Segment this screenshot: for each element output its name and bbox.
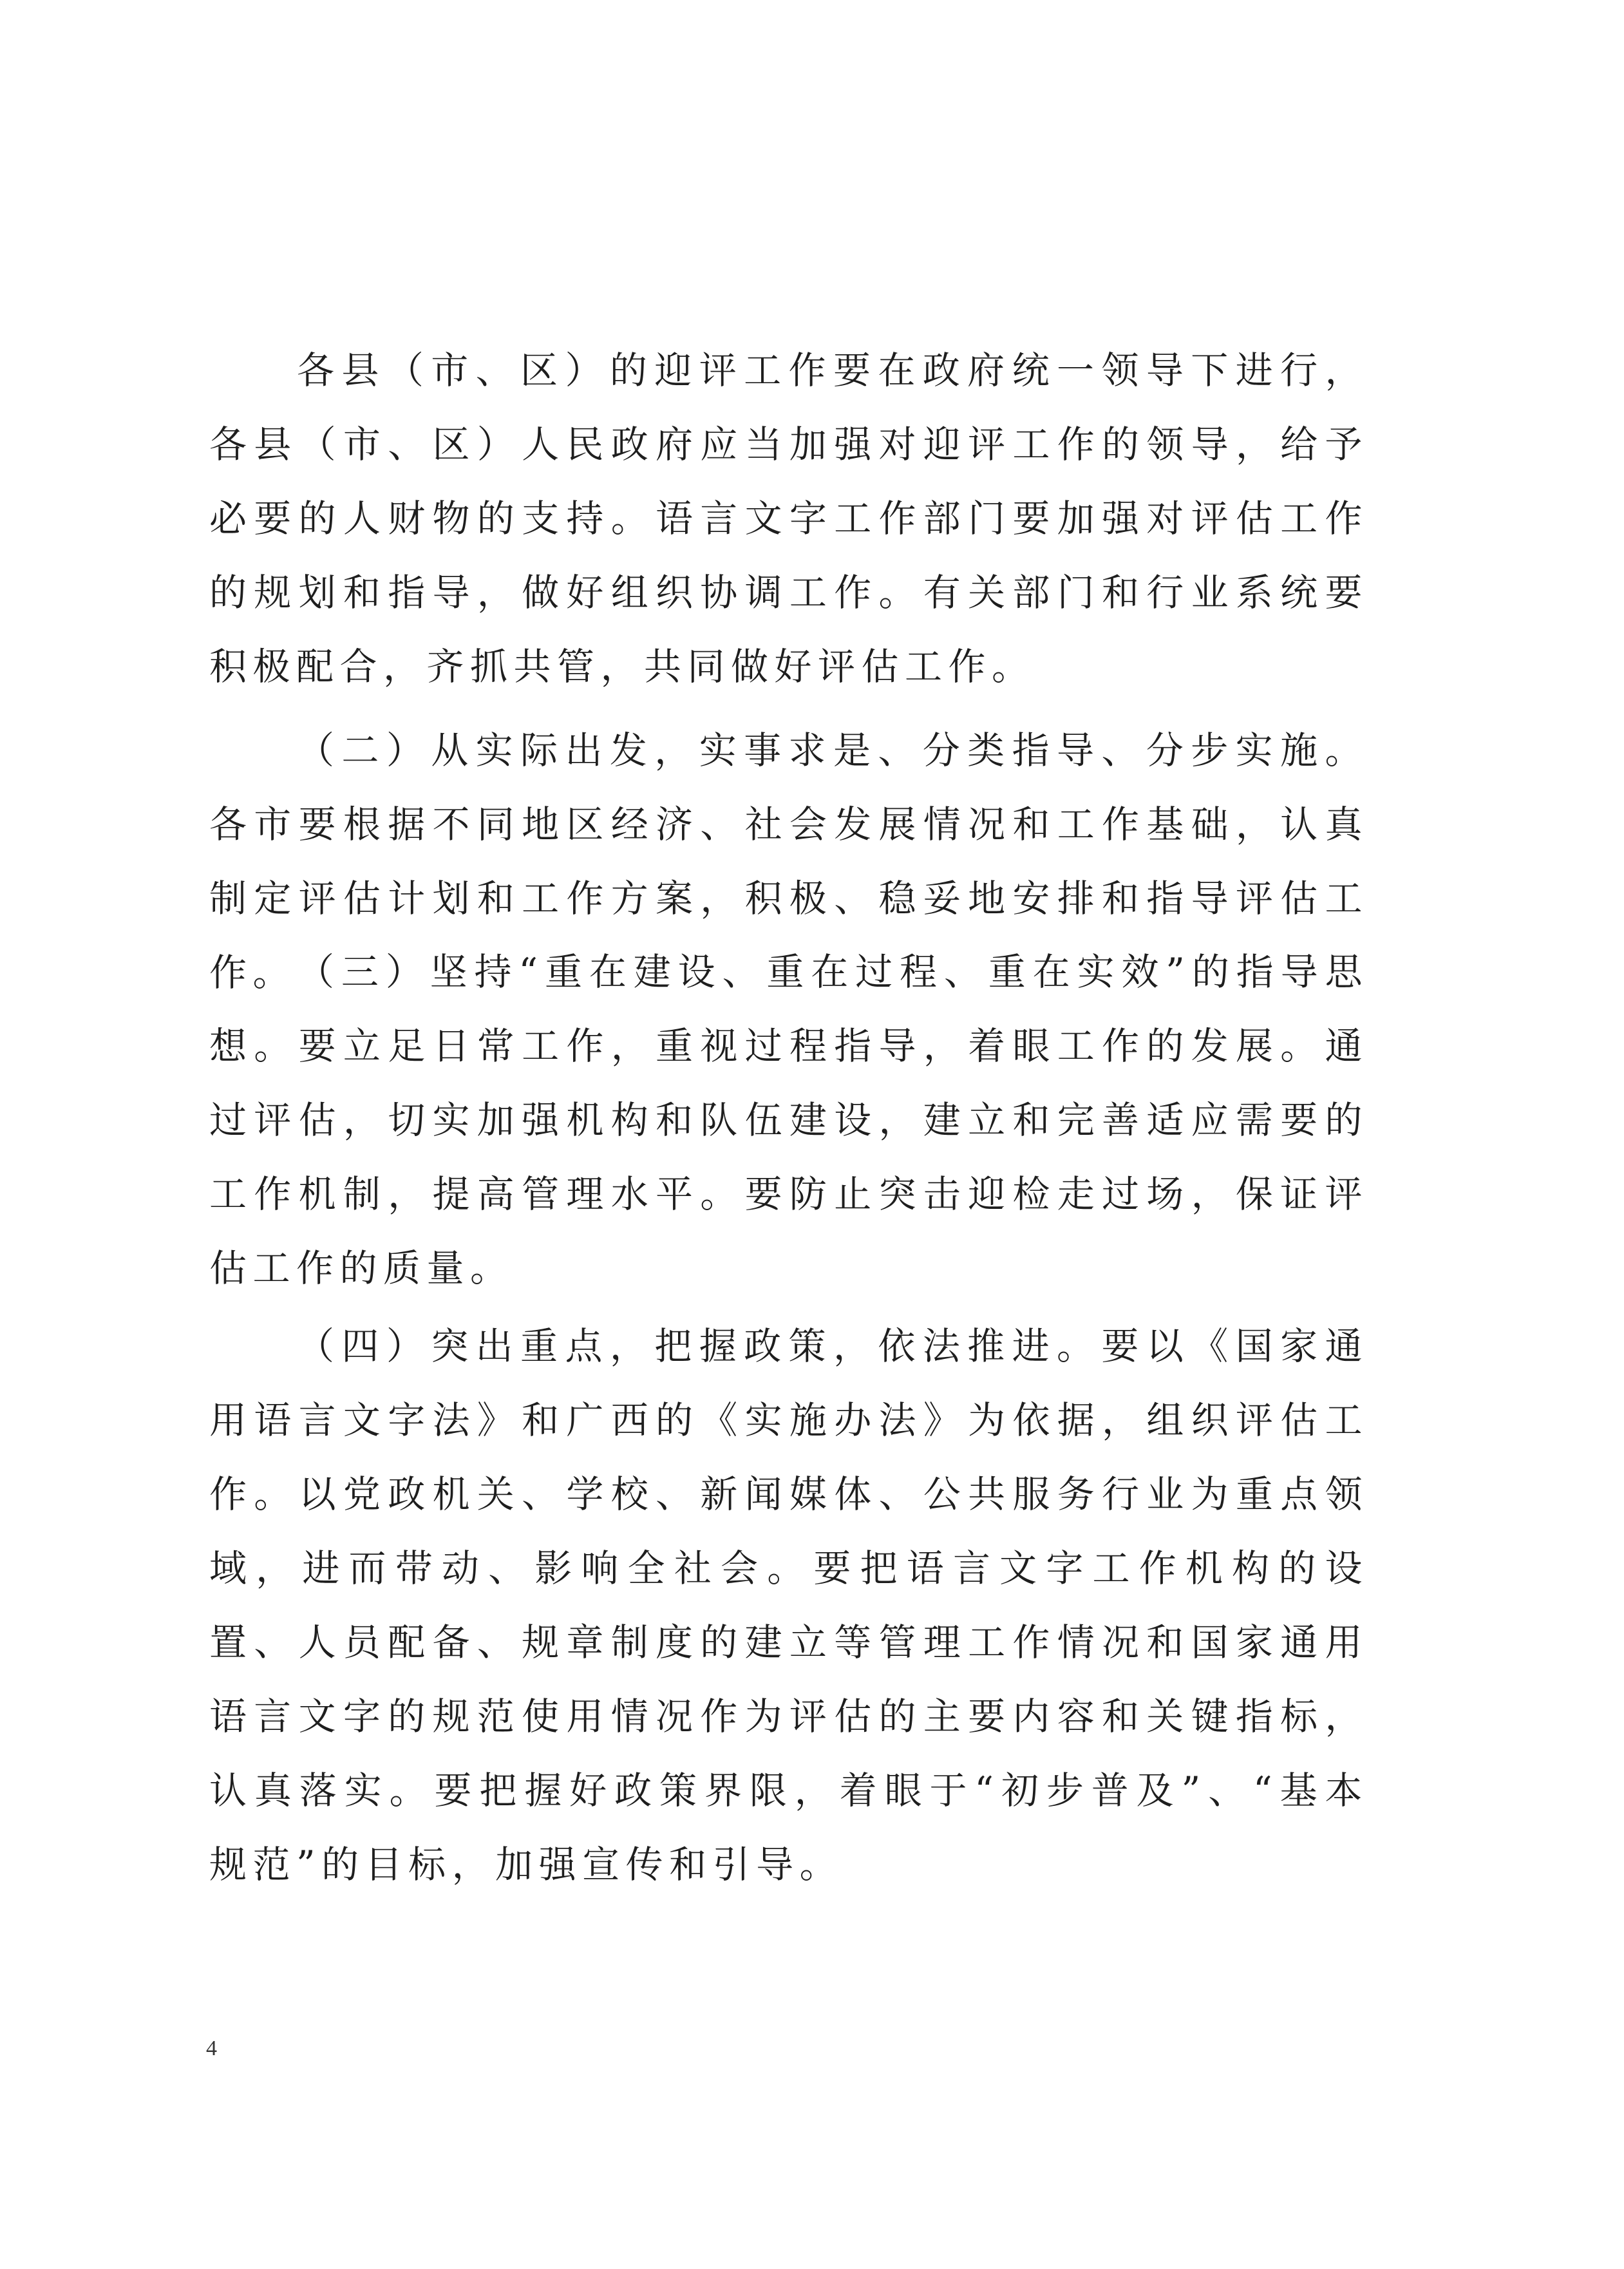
page-number: 4 (206, 2036, 217, 2060)
paragraph-item-4: （四）突出重点，把握政策，依法推进。要以《国家通用语言文字法》和广西的《实施办法》为依据，组织评估工作。以党政机关、学校、新闻媒体、公共服务行业为重点领域，进而带动、影响全社会。要把语言文字工作机构的设置、人员配备、规章制度的建立等管理工作情况和国家通用语言文字的规范使用情况作为评估的主要内容和关键指标，认真落实。要把握好政策界限，着眼于“初步普及”、“基本规范”的目标，加强宣传和引导。 (209, 1324, 1368, 1886)
paragraph-item-3: （三）坚持“重在建设、重在过程、重在实效”的指导思想。要立足日常工作，重视过程指导，着眼工作的发展。通过评估，切实加强机构和队伍建设，建立和完善适应需要的工作机制，提高管理水平。要防止突击迎检走过场，保证评估工作的质量。 (209, 950, 1368, 1290)
paragraph-item-2: （二）从实际出发，实事求是、分类指导、分步实施。各市要根据不同地区经济、社会发展情况和工作基础，认真制定评估计划和工作方案，积极、稳妥地安排和指导评估工作。 (209, 728, 1368, 994)
paragraph-leadership: 各县（市、区）的迎评工作要在政府统一领导下进行，各县（市、区）人民政府应当加强对迎评工作的领导，给予必要的人财物的支持。语言文字工作部门要加强对评估工作的规划和指导，做好组织协调工作。有关部门和行业系统要积极配合，齐抓共管，共同做好评估工作。 (209, 348, 1368, 688)
